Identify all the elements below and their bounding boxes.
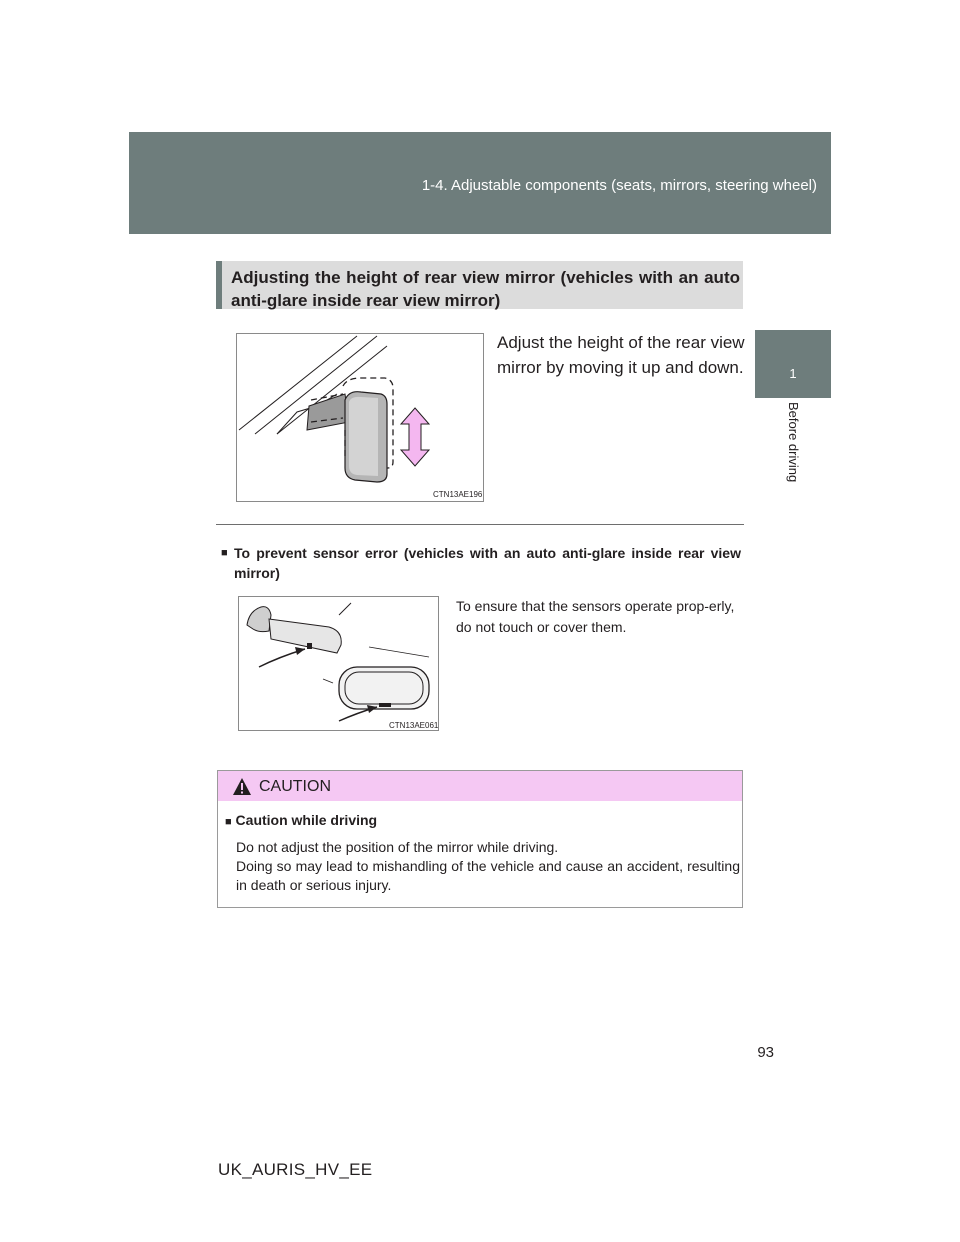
mirror-sensor-figure — [238, 596, 439, 731]
chapter-title: Before driving — [786, 402, 801, 483]
sensor-instruction: To ensure that the sensors operate prop-erly, do not touch or cover them. — [456, 598, 735, 635]
figure-code: CTN13AE061 — [389, 721, 439, 730]
caution-box — [217, 770, 743, 908]
warning-triangle-icon — [232, 777, 252, 796]
adjust-instruction: Adjust the height of the rear view mirror by moving it up and down. — [497, 333, 745, 377]
header-section-title: 1-4. Adjustable components (seats, mirrors, steering wheel) — [421, 177, 817, 194]
page-header-band — [129, 132, 831, 234]
caution-item-title — [225, 812, 377, 828]
sensor-subheading-text: To prevent sensor error (vehicles with an auto anti-glare inside rear view mirror) — [234, 545, 741, 581]
square-bullet-icon: ■ — [225, 816, 232, 828]
caution-label: CAUTION — [259, 778, 331, 795]
chapter-number: 1 — [789, 366, 797, 381]
mirror-height-illustration — [237, 334, 483, 501]
caution-body — [236, 838, 740, 895]
section-heading — [216, 261, 743, 309]
page-number: 93 — [757, 1044, 774, 1061]
document-code: UK_AURIS_HV_EE — [218, 1160, 373, 1179]
mirror-sensor-illustration — [239, 597, 438, 730]
sensor-subheading — [221, 543, 741, 583]
chapter-tab — [755, 330, 831, 398]
mirror-height-figure — [236, 333, 484, 502]
caution-header — [218, 771, 742, 801]
caution-line: Doing so may lead to mishandling of the vehicle and cause an accident, resulting in death or serious injury. — [236, 858, 740, 893]
square-bullet-icon: ■ — [221, 547, 228, 559]
section-divider — [216, 524, 744, 525]
section-heading-text: Adjusting the height of rear view mirror (vehicles with an auto anti-glare inside rear view mirror) — [231, 268, 740, 310]
caution-item-title-text: Caution while driving — [235, 812, 378, 828]
figure-code: CTN13AE196 — [433, 490, 483, 499]
caution-line: Do not adjust the position of the mirror while driving. — [236, 839, 559, 855]
